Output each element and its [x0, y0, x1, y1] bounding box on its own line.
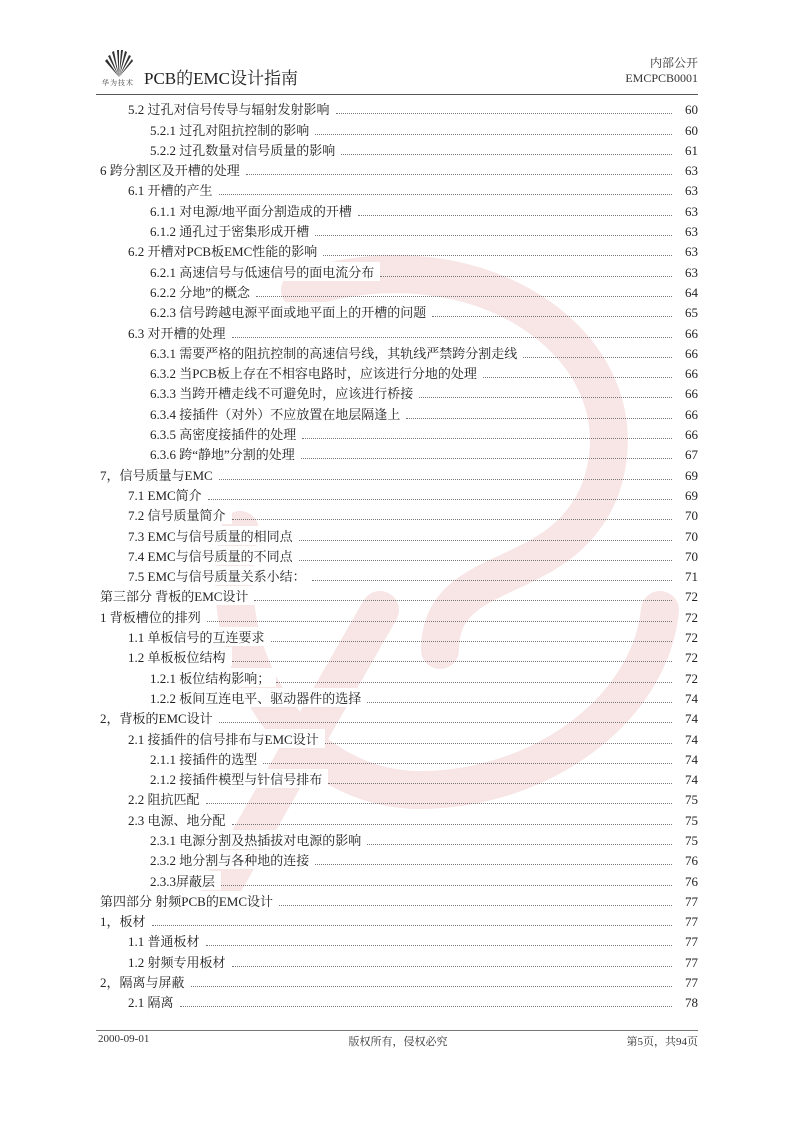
toc-entry-page: 66 [685, 345, 698, 361]
toc-entry-page: 72 [685, 670, 698, 686]
toc-dot-leader [271, 641, 672, 642]
toc-dot-leader [312, 580, 672, 581]
toc-entry-title: 7.4 EMC与信号质量的不同点 [128, 546, 299, 565]
toc-entry-page: 66 [685, 366, 698, 382]
toc-entry-title: 7.1 EMC简介 [128, 485, 208, 504]
toc-entry-page: 63 [685, 264, 698, 280]
toc-entry[interactable] [100, 281, 698, 301]
toc-dot-leader [208, 499, 672, 500]
toc-entry[interactable] [100, 869, 698, 889]
toc-entry-title: 1，板材 [100, 911, 152, 930]
toc-entry-page: 78 [685, 995, 698, 1011]
toc-entry-page: 66 [685, 406, 698, 422]
toc-entry-title: 7，信号质量与EMC [100, 465, 219, 484]
toc-dot-leader [432, 316, 672, 317]
toc-dot-leader [299, 540, 672, 541]
toc-entry-page: 72 [685, 630, 698, 646]
toc-entry-page: 74 [685, 772, 698, 788]
toc-entry-title: 2.2 阻抗匹配 [128, 789, 206, 808]
toc-entry-page: 63 [685, 244, 698, 260]
toc-dot-leader [221, 885, 672, 886]
toc-dot-leader [523, 357, 672, 358]
toc-entry[interactable] [100, 626, 698, 646]
toc-dot-leader [219, 194, 672, 195]
toc-entry-page: 77 [685, 975, 698, 991]
toc-dot-leader [152, 925, 672, 926]
toc-entry-page: 63 [685, 203, 698, 219]
toc-entry-title: 2，背板的EMC设计 [100, 708, 219, 727]
toc-entry-title: 1.1 单板信号的互连要求 [128, 627, 271, 646]
toc-dot-leader [254, 600, 672, 601]
toc-dot-leader [299, 560, 672, 561]
toc-entry-page: 74 [685, 731, 698, 747]
toc-entry-page: 70 [685, 548, 698, 564]
toc-entry-page: 69 [685, 487, 698, 503]
toc-dot-leader [256, 296, 672, 297]
toc-entry-title: 2.3 电源、地分配 [128, 810, 232, 829]
toc-entry-title: 1.2.2 板间互连电平、驱动器件的选择 [150, 688, 367, 707]
toc-dot-leader [419, 397, 672, 398]
toc-dot-leader [483, 377, 672, 378]
toc-entry-page: 65 [685, 305, 698, 321]
toc-entry-page: 64 [685, 284, 698, 300]
toc-entry[interactable] [100, 423, 698, 443]
toc-entry-title: 第四部分 射频PCB的EMC设计 [100, 891, 279, 910]
toc-entry-title: 5.2.2 过孔数量对信号质量的影响 [150, 140, 341, 159]
toc-entry[interactable] [100, 707, 698, 727]
document-title: PCB的EMC设计指南 [144, 69, 298, 88]
toc-entry[interactable] [100, 849, 698, 869]
toc-entry-title: 1.2.1 板位结构影响； [150, 668, 276, 687]
toc-entry[interactable] [100, 301, 698, 321]
toc-entry-title: 6.1.2 通孔过于密集形成开槽 [150, 221, 315, 240]
toc-entry[interactable] [100, 321, 698, 341]
toc-entry-page: 72 [685, 609, 698, 625]
classification-label: 内部公开 [649, 56, 698, 70]
toc-entry-title: 2.1.1 接插件的选型 [150, 749, 263, 768]
toc-entry-title: 6 跨分割区及开槽的处理 [100, 160, 246, 179]
page-header [98, 36, 698, 92]
toc-entry-title: 6.3.2 当PCB板上存在不相容电路时，应该进行分地的处理 [150, 363, 483, 382]
toc-entry[interactable] [100, 971, 698, 991]
toc-entry-page: 60 [685, 122, 698, 138]
toc-dot-leader [263, 763, 672, 764]
toc-entry-page: 63 [685, 163, 698, 179]
toc-entry[interactable] [100, 808, 698, 828]
toc-dot-leader [406, 418, 672, 419]
toc-entry-title: 6.2.1 高速信号与低速信号的面电流分布 [150, 262, 380, 281]
toc-entry-title: 第三部分 背板的EMC设计 [100, 586, 254, 605]
toc-dot-leader [358, 215, 672, 216]
toc-entry-page: 71 [685, 569, 698, 585]
toc-dot-leader [279, 905, 672, 906]
logo-caption: 华为技术 [102, 79, 134, 87]
toc-entry-title: 1 背板槽位的排列 [100, 607, 207, 626]
toc-entry-title: 2.1.2 接插件模型与针信号排布 [150, 769, 328, 788]
footer-date: 2000-09-01 [98, 1033, 150, 1045]
toc-dot-leader [276, 682, 672, 683]
toc-dot-leader [323, 255, 672, 256]
toc-entry[interactable] [100, 829, 698, 849]
toc-entry[interactable] [100, 382, 698, 402]
toc-dot-leader [336, 113, 672, 114]
toc-entry[interactable] [100, 545, 698, 565]
toc-entry[interactable] [100, 585, 698, 605]
toc-dot-leader [191, 986, 672, 987]
toc-entry-title: 7.3 EMC与信号质量的相同点 [128, 526, 299, 545]
toc-entry[interactable] [100, 98, 698, 118]
toc-entry-page: 70 [685, 508, 698, 524]
toc-entry-page: 70 [685, 528, 698, 544]
toc-entry-page: 61 [685, 142, 698, 158]
toc-entry[interactable] [100, 910, 698, 930]
toc-entry[interactable] [100, 199, 698, 219]
toc-dot-leader [380, 276, 672, 277]
toc-entry[interactable] [100, 463, 698, 483]
toc-entry[interactable] [100, 402, 698, 422]
toc-entry-title: 2，隔离与屏蔽 [100, 972, 191, 991]
toc-entry-title: 6.2.3 信号跨越电源平面或地平面上的开槽的问题 [150, 302, 432, 321]
toc-entry-page: 66 [685, 427, 698, 443]
toc-dot-leader [301, 458, 672, 459]
toc-entry[interactable] [100, 443, 698, 463]
toc-entry-title: 6.3.5 高密度接插件的处理 [150, 424, 302, 443]
toc-entry[interactable] [100, 159, 698, 179]
toc-entry-page: 63 [685, 224, 698, 240]
toc-entry[interactable] [100, 524, 698, 544]
toc-entry-page: 66 [685, 386, 698, 402]
toc-entry-title: 6.3.1 需要严格的阻抗控制的高速信号线，其轨线严禁跨分割走线 [150, 343, 523, 362]
toc-entry[interactable] [100, 788, 698, 808]
document-code: EMCPCB0001 [625, 71, 698, 85]
toc-entry[interactable] [100, 930, 698, 950]
footer-page-number: 第5页，共94页 [626, 1036, 698, 1048]
toc-entry-page: 75 [685, 792, 698, 808]
toc-entry-title: 5.2.1 过孔对阻抗控制的影响 [150, 120, 315, 139]
toc-entry-page: 76 [685, 853, 698, 869]
toc-entry[interactable] [100, 950, 698, 970]
toc-entry[interactable] [100, 118, 698, 138]
toc-entry-page: 75 [685, 832, 698, 848]
toc-dot-leader [367, 844, 672, 845]
toc-entry-page: 66 [685, 325, 698, 341]
toc-entry-title: 6.3.6 跨“静地”分割的处理 [150, 444, 301, 463]
toc-entry-title: 6.1 开槽的产生 [128, 180, 219, 199]
toc-entry[interactable] [100, 260, 698, 280]
toc-entry-title: 5.2 过孔对信号传导与辐射发射影响 [128, 99, 336, 118]
toc-entry-page: 77 [685, 954, 698, 970]
toc-entry[interactable] [100, 362, 698, 382]
toc-dot-leader [232, 966, 672, 967]
toc-entry-page: 74 [685, 711, 698, 727]
header-divider [96, 94, 698, 95]
toc-entry-title: 6.3.4 接插件（对外）不应放置在地层隔逢上 [150, 404, 406, 423]
toc-entry-title: 2.3.1 电源分割及热插拔对电源的影响 [150, 830, 367, 849]
toc-dot-leader [328, 783, 672, 784]
toc-entry-title: 1.2 单板板位结构 [128, 647, 232, 666]
toc-entry-page: 77 [685, 893, 698, 909]
toc-entry[interactable] [100, 504, 698, 524]
toc-dot-leader [246, 174, 672, 175]
toc-entry-page: 75 [685, 812, 698, 828]
toc-entry[interactable] [100, 139, 698, 159]
footer-copyright: 版权所有，侵权必究 [348, 1036, 448, 1048]
toc-entry-page: 77 [685, 914, 698, 930]
toc-dot-leader [302, 438, 672, 439]
toc-entry-page: 63 [685, 183, 698, 199]
toc-entry-title: 1.1 普通板材 [128, 931, 206, 950]
toc-entry-title: 2.3.2 地分割与各种地的连接 [150, 850, 315, 869]
toc-entry-page: 69 [685, 467, 698, 483]
toc-entry[interactable] [100, 666, 698, 686]
toc-dot-leader [315, 864, 672, 865]
toc-entry[interactable] [100, 991, 698, 1011]
toc-entry-title: 6.3.3 当跨开槽走线不可避免时，应该进行桥接 [150, 383, 419, 402]
toc-entry-title: 7.2 信号质量简介 [128, 505, 232, 524]
toc-entry-title: 6.2 开槽对PCB板EMC性能的影响 [128, 241, 323, 260]
toc-dot-leader [232, 519, 672, 520]
toc-dot-leader [206, 945, 672, 946]
toc-dot-leader [206, 803, 672, 804]
toc-entry-title: 1.2 射频专用板材 [128, 952, 232, 971]
toc-entry[interactable] [100, 342, 698, 362]
toc-entry-title: 6.2.2 分地”的概念 [150, 282, 256, 301]
toc-dot-leader [367, 702, 672, 703]
toc-entry-title: 7.5 EMC与信号质量关系小结： [128, 566, 312, 585]
toc-entry[interactable] [100, 605, 698, 625]
toc-entry-page: 72 [685, 650, 698, 666]
toc-entry-page: 60 [685, 102, 698, 118]
toc-dot-leader [232, 661, 672, 662]
toc-entry-page: 76 [685, 873, 698, 889]
toc-dot-leader [315, 134, 672, 135]
toc-dot-leader [232, 824, 672, 825]
toc-entry[interactable] [100, 687, 698, 707]
toc-entry-page: 72 [685, 589, 698, 605]
toc-dot-leader [325, 743, 672, 744]
toc-entry[interactable] [100, 220, 698, 240]
table-of-contents [100, 98, 698, 1011]
toc-entry-page: 74 [685, 690, 698, 706]
toc-dot-leader [219, 479, 672, 480]
toc-entry[interactable] [100, 565, 698, 585]
toc-dot-leader [341, 154, 672, 155]
toc-entry[interactable] [100, 890, 698, 910]
toc-entry-page: 67 [685, 447, 698, 463]
footer-divider [96, 1030, 698, 1031]
toc-dot-leader [207, 621, 672, 622]
toc-dot-leader [180, 1006, 672, 1007]
toc-entry-title: 6.1.1 对电源/地平面分割造成的开槽 [150, 201, 358, 220]
toc-dot-leader [232, 337, 672, 338]
toc-entry-title: 2.1 接插件的信号排布与EMC设计 [128, 729, 325, 748]
toc-entry-title: 2.1 隔离 [128, 992, 180, 1011]
toc-entry[interactable] [100, 768, 698, 788]
toc-entry[interactable] [100, 748, 698, 768]
toc-entry[interactable] [100, 484, 698, 504]
toc-dot-leader [219, 722, 672, 723]
toc-entry[interactable] [100, 727, 698, 747]
toc-dot-leader [315, 235, 672, 236]
toc-entry[interactable] [100, 646, 698, 666]
toc-entry-title: 2.3.3屏蔽层 [150, 871, 221, 890]
toc-entry-title: 6.3 对开槽的处理 [128, 323, 232, 342]
toc-entry[interactable] [100, 240, 698, 260]
toc-entry[interactable] [100, 179, 698, 199]
toc-entry-page: 77 [685, 934, 698, 950]
toc-entry-page: 74 [685, 751, 698, 767]
